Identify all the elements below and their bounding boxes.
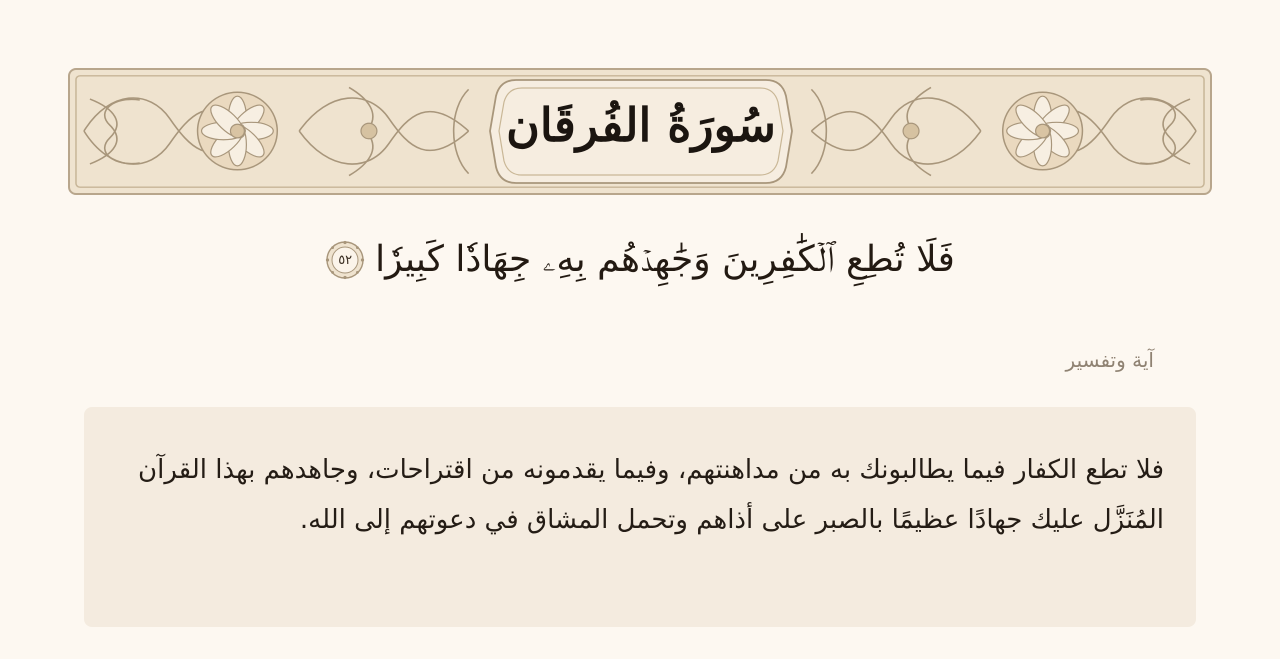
surah-title: سُورَةُ الفُرقَان — [506, 98, 776, 152]
surah-name-plate — [486, 76, 796, 187]
section-label: آية وتفسير — [1065, 348, 1154, 372]
tafsir-card — [84, 407, 1196, 627]
tafsir-text: فلا تطع الكفار فيما يطالبونك به من مداهنتهم، وفيما يقدمونه من اقتراحات، وجاهدهم بهذا القرآن المُنَزَّل عليك جهادًا عظيمًا بالصبر على أذاهم وتحمل المشاق في دعوتهم إلى الله. — [138, 455, 1164, 535]
ayah-number: ٥٢ — [338, 252, 353, 268]
ayah-line — [0, 228, 1280, 292]
surah-header-banner — [68, 68, 1212, 195]
ayah-number-badge — [325, 240, 365, 280]
ayah-text: فَلَا تُطِعِ ٱلۡكَٰفِرِينَ وَجَٰهِدۡهُم بِهِۦ جِهَادٗا كَبِيرٗا — [375, 239, 955, 280]
